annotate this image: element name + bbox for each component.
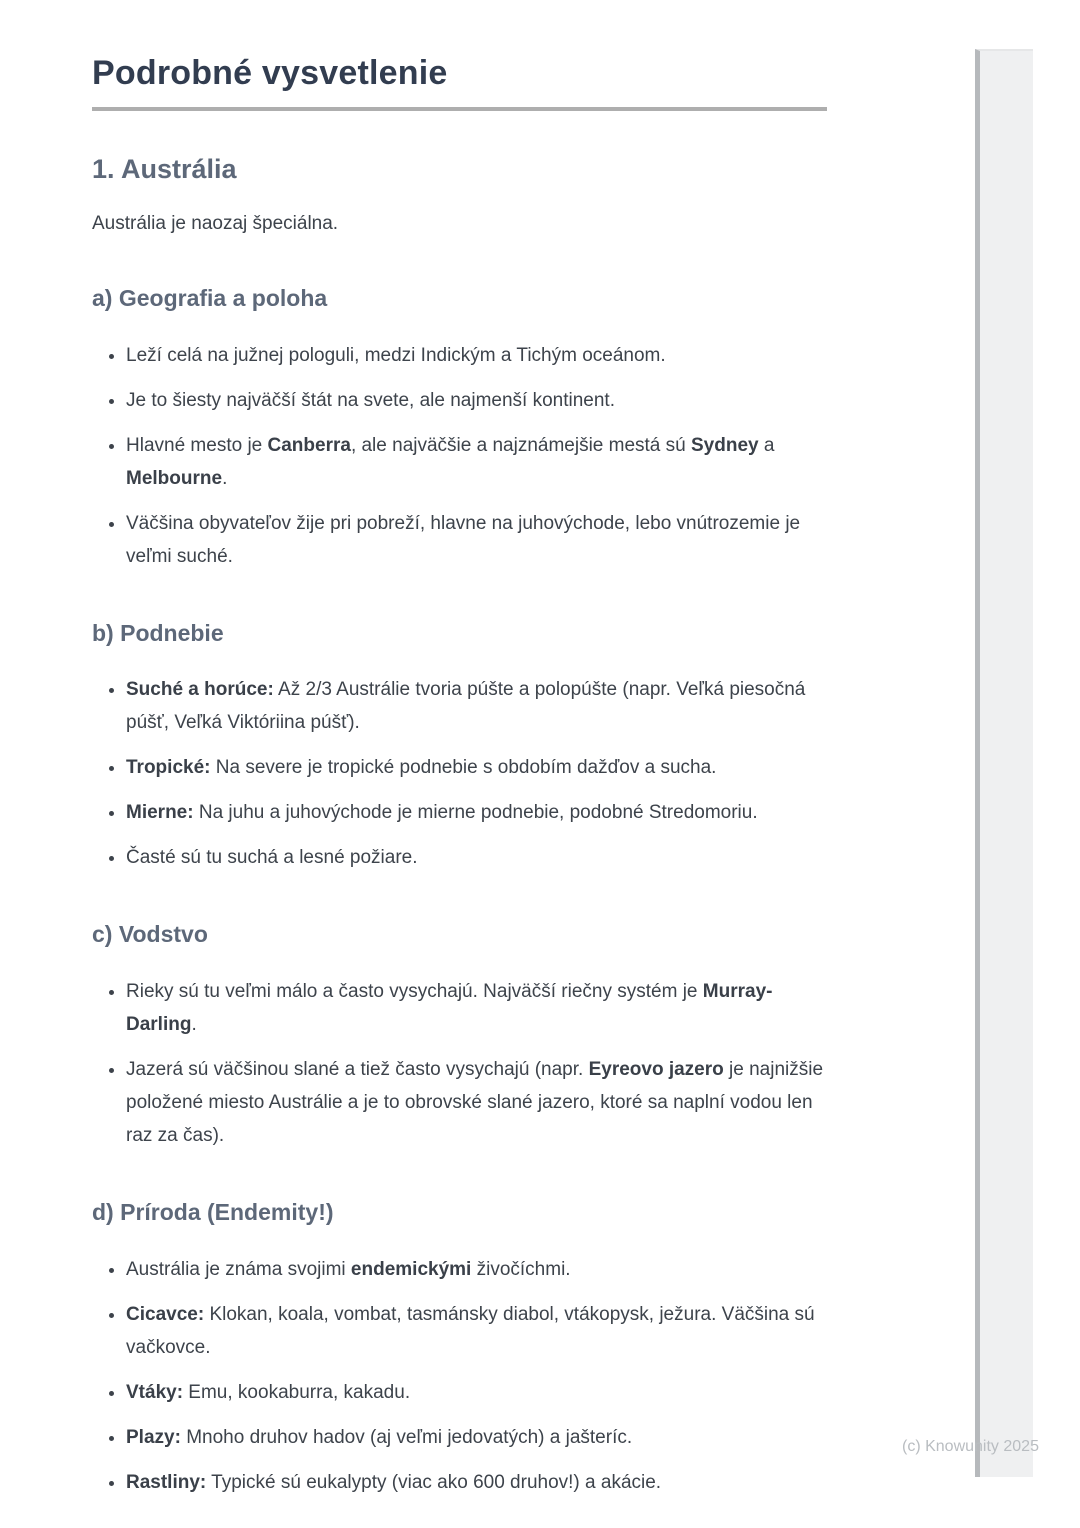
list-item: • Plazy: Mnoho druhov hadov (aj veľmi jedovatých) a jašteríc. bbox=[126, 1421, 827, 1454]
list-item: • Cicavce: Klokan, koala, vombat, tasmánsky diabol, vtákopysk, ježura. Väčšina sú vačkovce. bbox=[126, 1298, 827, 1364]
sections-container bbox=[92, 153, 827, 1499]
subsection-heading: c) Vodstvo bbox=[92, 921, 208, 948]
bullet-list bbox=[92, 1253, 827, 1499]
list-item: • Vtáky: Emu, kookaburra, kakadu. bbox=[126, 1376, 827, 1409]
list-item: • Je to šiesty najväčší štát na svete, ale najmenší kontinent. bbox=[126, 384, 827, 417]
list-item: • Rieky sú tu veľmi málo a často vysychajú. Najväčší riečny systém je Murray-Darling. bbox=[126, 975, 827, 1041]
list-item: • Mierne: Na juhu a juhovýchode je mierne podnebie, podobné Stredomoriu. bbox=[126, 796, 827, 829]
list-item: • Tropické: Na severe je tropické podnebie s obdobím dažďov a sucha. bbox=[126, 751, 827, 784]
list-item: • Rastliny: Typické sú eukalypty (viac ako 600 druhov!) a akácie. bbox=[126, 1466, 827, 1499]
list-item: • Suché a horúce: Až 2/3 Austrálie tvoria púšte a polopúšte (napr. Veľká piesočná púšť, Veľká Viktóriina púšť). bbox=[126, 673, 827, 739]
bullet-list bbox=[92, 339, 827, 573]
copyright-footer: (c) Knowunity 2025 bbox=[902, 1438, 1039, 1455]
page-title: Podrobné vysvetlenie bbox=[92, 52, 827, 111]
subsection-heading: b) Podnebie bbox=[92, 619, 224, 646]
list-item: • Austrália je známa svojimi endemickými živočíchmi. bbox=[126, 1253, 827, 1286]
list-item: • Leží celá na južnej pologuli, medzi Indickým a Tichým oceánom. bbox=[126, 339, 827, 372]
list-item: • Časté sú tu suchá a lesné požiare. bbox=[126, 841, 827, 874]
list-item: • Väčšina obyvateľov žije pri pobreží, hlavne na juhovýchode, lebo vnútrozemie je veľmi suché. bbox=[126, 507, 827, 573]
bullet-list bbox=[92, 975, 827, 1152]
subsection-heading: d) Príroda (Endemity!) bbox=[92, 1199, 334, 1226]
bullet-list bbox=[92, 673, 827, 874]
next-page-edge bbox=[975, 49, 1033, 1477]
list-item: • Hlavné mesto je Canberra, ale najväčšie a najznámejšie mestá sú Sydney a Melbourne. bbox=[126, 429, 827, 495]
list-item: • Jazerá sú väčšinou slané a tiež často vysychajú (napr. Eyreovo jazero je najnižšie položené miesto Austrálie a je to obrovské slané jazero, ktoré sa naplní vodou len raz za čas). bbox=[126, 1053, 827, 1152]
subsection-heading: a) Geografia a poloha bbox=[92, 284, 328, 311]
section-intro: Austrália je naozaj špeciálna. bbox=[92, 213, 339, 235]
document-content-column bbox=[92, 0, 827, 1511]
section-heading: 1. Austrália bbox=[92, 153, 237, 184]
